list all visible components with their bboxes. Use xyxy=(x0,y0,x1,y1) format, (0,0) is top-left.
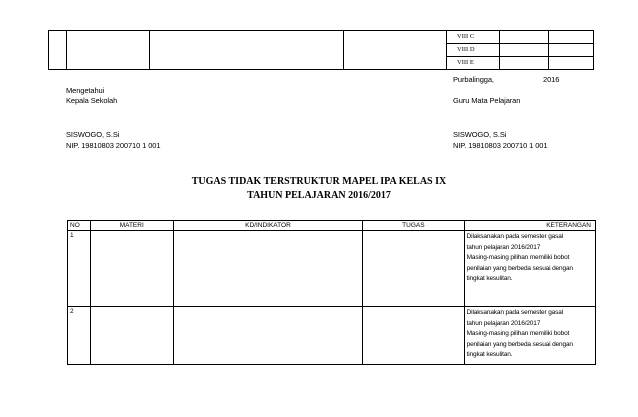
row-no: 2 xyxy=(68,307,91,365)
header-tugas: TUGAS xyxy=(363,221,464,231)
teacher-nip: NIP. 19810803 200710 1 001 xyxy=(453,141,548,150)
keterangan-line: penilaian yang berbeda sesuai dengan xyxy=(466,340,573,348)
keterangan-line: Dilaksanakan pada semester gasal xyxy=(466,233,563,240)
keterangan-line: Dilaksanakan pada semester gasal xyxy=(466,309,563,316)
class-label: VIII D xyxy=(447,44,500,57)
document-subtitle: TAHUN PELAJARAN 2016/2017 xyxy=(247,190,391,201)
table-cell xyxy=(549,44,594,57)
principal-name: SISWOGO, S.Si xyxy=(66,130,120,139)
table-row xyxy=(68,307,596,365)
keterangan-line: Masing-masing pilihan memiliki bobot xyxy=(466,254,570,261)
table-cell xyxy=(49,31,67,70)
teacher-name: SISWOGO, S.Si xyxy=(453,130,507,139)
class-label: VIII E xyxy=(447,57,500,70)
table-cell xyxy=(549,57,594,70)
table-cell xyxy=(67,31,150,70)
header-no: NO xyxy=(68,221,91,231)
keterangan-line: tahun pelajaran 2016/2017 xyxy=(466,319,541,327)
principal-role: Kepala Sekolah xyxy=(66,96,118,105)
table-cell xyxy=(549,31,594,44)
keterangan-line: tahun pelajaran 2016/2017 xyxy=(466,243,541,251)
mengetahui-label: Mengetahui xyxy=(66,86,105,95)
principal-nip: NIP. 19810803 200710 1 001 xyxy=(66,141,161,150)
keterangan-line: penilaian yang berbeda sesuai dengan xyxy=(466,264,573,272)
table-row xyxy=(49,31,594,44)
row-materi xyxy=(90,307,173,365)
top-class-table xyxy=(48,30,594,70)
row-no: 1 xyxy=(68,231,91,307)
keterangan-line: tingkat kesulitan. xyxy=(466,275,513,282)
table-cell xyxy=(150,31,344,70)
row-tugas xyxy=(363,307,464,365)
document-title: TUGAS TIDAK TERSTRUKTUR MAPEL IPA KELAS IX xyxy=(191,176,447,187)
assignment-table xyxy=(67,220,596,365)
year-label: 2016 xyxy=(543,75,560,84)
table-cell xyxy=(500,31,549,44)
row-keterangan xyxy=(464,231,595,307)
keterangan-line: tingkat kesulitan. xyxy=(466,351,513,358)
row-tugas xyxy=(363,231,464,307)
row-kd xyxy=(173,231,362,307)
header-kd-indikator: KD/INDIKATOR xyxy=(173,221,362,231)
place-label: Purbalingga, xyxy=(453,75,494,84)
teacher-role: Guru Mata Pelajaran xyxy=(453,96,521,105)
table-cell xyxy=(344,31,447,70)
row-kd xyxy=(173,307,362,365)
table-cell xyxy=(500,44,549,57)
keterangan-line: Masing-masing pilihan memiliki bobot xyxy=(466,330,570,337)
table-cell xyxy=(500,57,549,70)
row-materi xyxy=(90,231,173,307)
header-keterangan: KETERANGAN xyxy=(464,221,595,231)
row-keterangan xyxy=(464,307,595,365)
header-materi: MATERI xyxy=(90,221,173,231)
class-label: VIII C xyxy=(447,31,500,44)
table-header-row xyxy=(68,221,596,231)
table-row xyxy=(68,231,596,307)
